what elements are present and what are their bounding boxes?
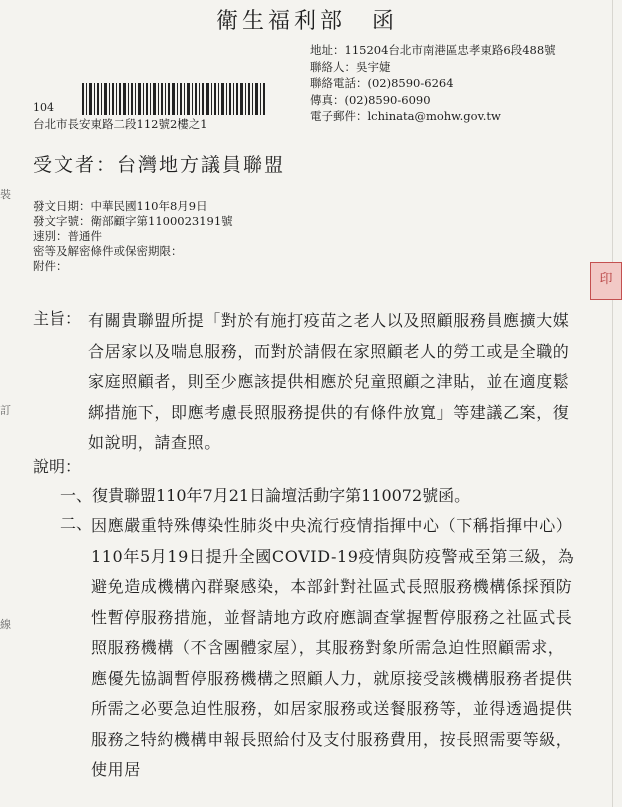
issue-date: 發文日期：中華民國110年8月9日 <box>33 199 208 213</box>
explanation-item-2-number: 二、 <box>60 514 93 533</box>
issue-number: 發文字號：衛部顧字第1100023191號 <box>33 214 233 228</box>
sender-contact: 聯絡人：吳宇婕 <box>310 59 391 74</box>
sender-fax: 傳真：(02)8590-6090 <box>310 92 431 107</box>
explanation-item-1: 一、復貴聯盟110年7月21日論壇活動字第110072號函。 <box>60 486 471 505</box>
sender-phone: 聯絡電話：(02)8590-6264 <box>310 76 454 90</box>
attachment: 附件： <box>33 259 68 273</box>
document-title: 衛生福利部 函 <box>216 9 399 34</box>
recipient-address: 台北市長安東路二段112號2樓之1 <box>33 117 208 131</box>
barcode-icon <box>82 83 267 115</box>
subject-label: 主旨： <box>33 309 82 328</box>
recipient-zip: 104 <box>33 101 54 114</box>
margin-mark-staple: 訂 <box>0 404 11 417</box>
delivery-speed: 速別：普通件 <box>33 229 102 243</box>
sender-address: 地址：115204台北市南港區忠孝東路6段488號 <box>310 43 556 57</box>
seal-stamp-icon: 印 <box>590 262 622 300</box>
document-meta <box>33 199 233 274</box>
security-level: 密等及解密條件或保密期限： <box>33 244 183 258</box>
subject-text: 有關貴聯盟所提「對於有施打疫苗之老人以及照顧服務員應擴大媒合居家以及喘息服務，而對於請假在家照顧老人的勞工或是全職的家庭照顧者，則至少應該提供相應於兒童照顧之津貼，並在適度鬆綁措施下，即應考慮長照服務提供的有條件放寬」等建議乙案，復如說明，請查照。 <box>88 311 570 452</box>
sender-info <box>310 42 556 125</box>
sender-email: 電子郵件：lchinata@mohw.gov.tw <box>310 109 501 123</box>
recipient-name: 受文者：台灣地方議員聯盟 <box>33 154 286 176</box>
explanation-label: 說明： <box>33 457 82 476</box>
scan-edge <box>612 0 613 807</box>
explanation-item-2-text: 因應嚴重特殊傳染性肺炎中央流行疫情指揮中心（下稱指揮中心）110年5月19日提升全國COVID-19疫情與防疫警戒至第三級，為避免造成機構內群聚感染，本部針對社區式長照服務機構係採預防性暫停服務措施，並督請地方政府應調查掌握暫停服務之社區式長照服務機構（不含團體家屋），其服務對象所需急迫性照顧需求，應優先協調暫停服務機構之照顧人力，就原接受該機構服務者提供所需之必要急迫性服務，如居家服務或送餐服務等，並得透過提供服務之特約機構申報長照給付及支付服務費用，按長照需要等級，使用居 <box>91 516 575 779</box>
margin-mark-line: 線 <box>0 618 11 631</box>
margin-mark-bind: 裝 <box>0 188 11 201</box>
